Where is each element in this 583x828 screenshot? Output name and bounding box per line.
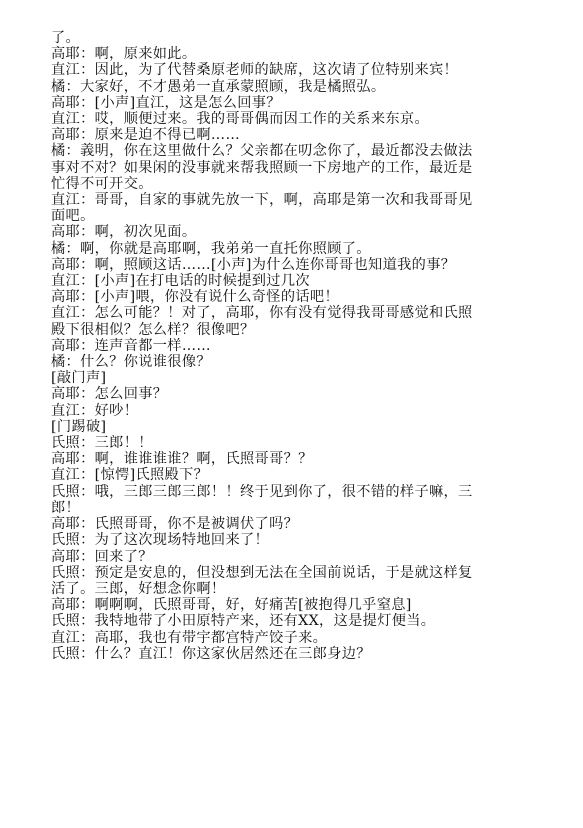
script-line-1: 了。 (51, 30, 81, 46)
script-line-20: 高耶：连声音都一样…… (51, 337, 211, 354)
script-line-34: 氏照：预定是安息的，但没想到无法在全国前说话，于是就这样复 (51, 564, 473, 581)
script-line-21: 橘：什么？你说谁很像？ (51, 354, 211, 371)
script-line-7: 高耶：原来是迫不得已啊…… (51, 127, 240, 144)
script-line-9: 事对不对？如果闲的没事就来帮我照顾一下房地产的工作，最近是 (51, 159, 473, 176)
script-line-22: [敲门声] (51, 370, 107, 387)
script-line-12: 面吧。 (51, 208, 95, 225)
script-line-36: 高耶：啊啊啊，氏照哥哥，好，好痛苦[被抱得几乎窒息] (51, 597, 412, 614)
script-line-30: 郎！ (51, 499, 81, 516)
script-line-2: 高耶：啊，原来如此。 (51, 46, 197, 63)
script-line-27: 高耶：啊，谁谁谁谁？啊，氏照哥哥？？ (51, 451, 313, 468)
script-line-25: [门踢破] (51, 418, 107, 435)
script-line-15: 高耶：啊，照顾这话……[小声]为什么连你哥哥也知道我的事？ (51, 256, 456, 273)
script-page (51, 30, 531, 662)
script-line-14: 橘：啊，你就是高耶啊，我弟弟一直托你照顾了。 (51, 240, 371, 257)
script-line-28: 直江：[惊愕]氏照殿下？ (51, 467, 209, 484)
script-line-24: 直江：好吵！ (51, 402, 139, 419)
script-line-13: 高耶：啊，初次见面。 (51, 224, 197, 241)
script-line-8: 橘：義明，你在这里做什么？父亲都在叨念你了，最近都没去做法 (51, 143, 473, 160)
script-line-29: 氏照：哦，三郎三郎三郎！！终于见到你了，很不错的样子嘛，三 (51, 483, 473, 500)
script-line-39: 氏照：什么？直江！你这家伙居然还在三郎身边？ (51, 645, 371, 662)
script-line-4: 橘：大家好，不才愚弟一直承蒙照顾，我是橘照弘。 (51, 78, 386, 95)
script-line-37: 氏照：我特地带了小田原特产来，还有XX，这是提灯便当。 (51, 613, 436, 630)
script-line-18: 直江：怎么可能？！对了，高耶，你有没有觉得我哥哥感觉和氏照 (51, 305, 473, 322)
script-line-26: 氏照：三郎！！ (51, 435, 153, 452)
script-line-31: 高耶：氏照哥哥，你不是被调伏了吗？ (51, 516, 299, 533)
script-line-38: 直江：高耶，我也有带宇都宫特产饺子来。 (51, 629, 328, 646)
script-line-17: 高耶：[小声]喂，你没有说什么奇怪的话吧！ (51, 289, 339, 306)
script-line-19: 殿下很相似？怎么样？很像吧？ (51, 321, 255, 338)
script-line-6: 直江：哎，顺便过来。我的哥哥偶而因工作的关系来东京。 (51, 111, 429, 128)
script-line-10: 忙得不可开交。 (51, 175, 153, 192)
script-line-3: 直江：因此，为了代替桑原老师的缺席，这次请了位特别来宾！ (51, 62, 459, 79)
script-line-32: 氏照：为了这次现场特地回来了！ (51, 532, 270, 549)
script-line-33: 高耶：回来了？ (51, 548, 153, 565)
script-line-23: 高耶：怎么回事？ (51, 386, 168, 403)
script-line-11: 直江：哥哥，自家的事就先放一下，啊，高耶是第一次和我哥哥见 (51, 192, 473, 209)
script-line-5: 高耶：[小声]直江，这是怎么回事？ (51, 94, 281, 111)
script-line-16: 直江：[小声]在打电话的时候提到过几次 (51, 273, 310, 290)
script-line-35: 活了。三郎，好想念你啊！ (51, 580, 226, 597)
